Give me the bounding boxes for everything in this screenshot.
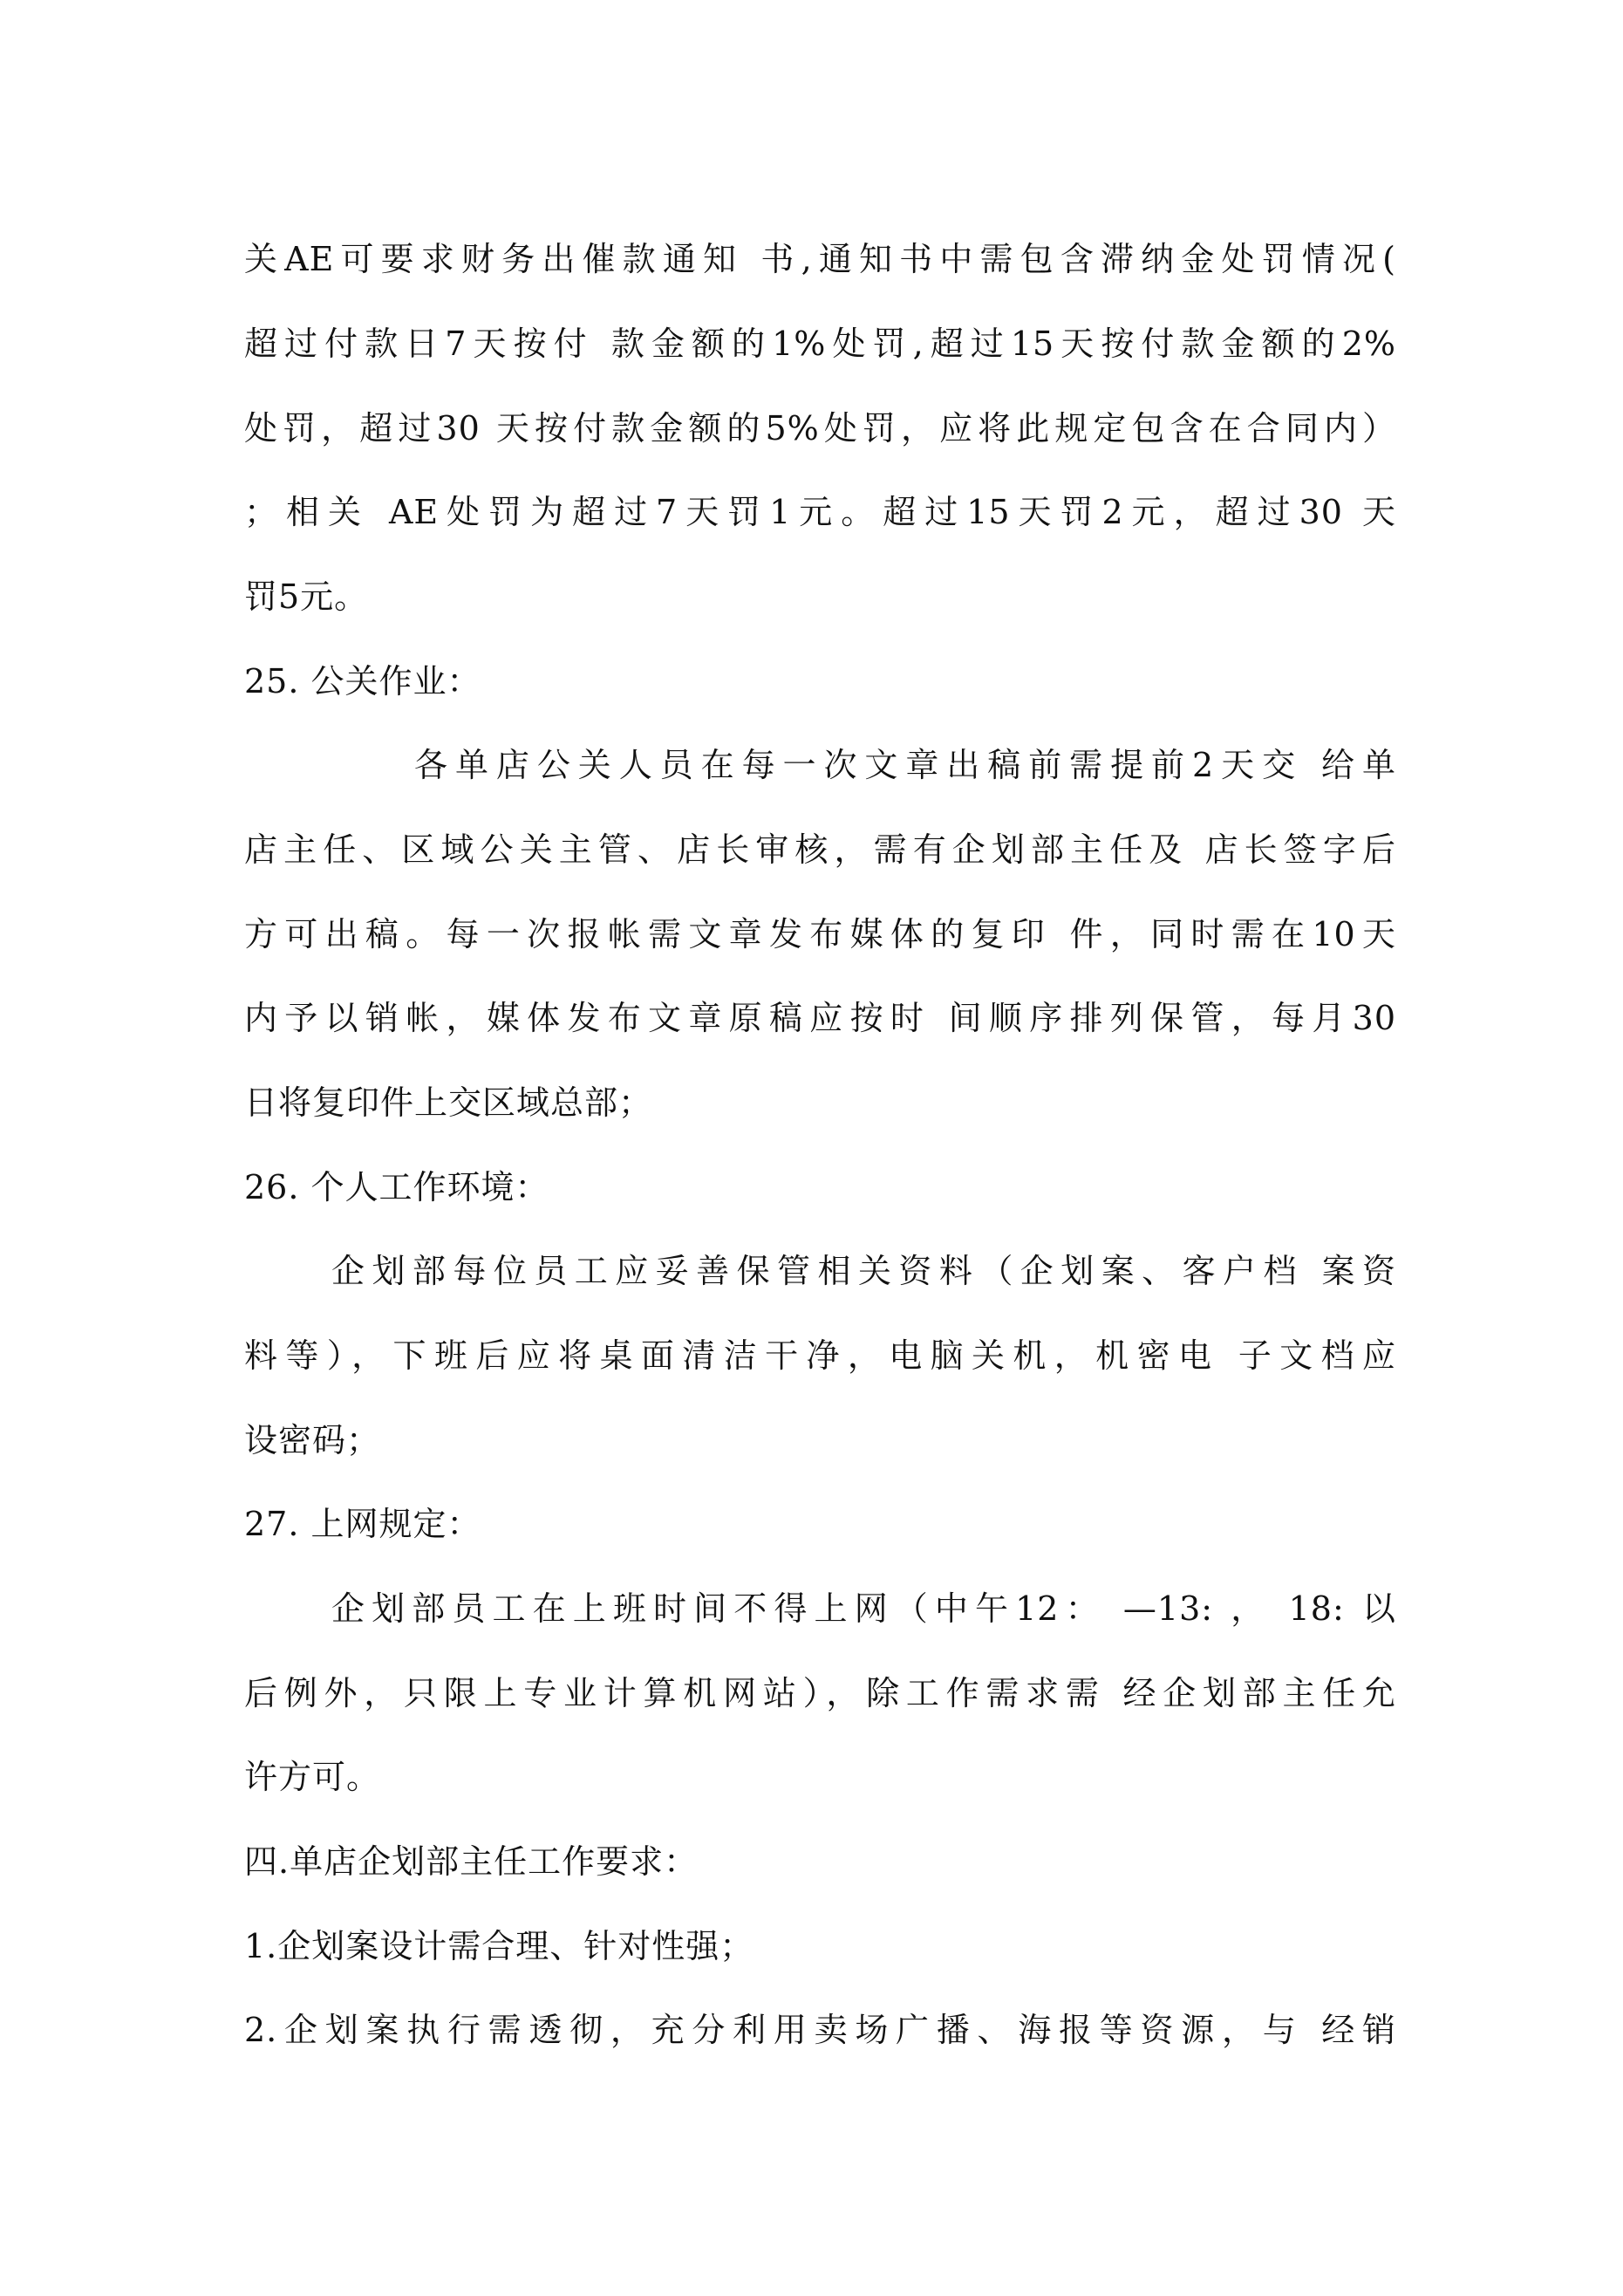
paragraph-line: 料等），下班后应将桌面清洁干净，电脑关机，机密电 子文档应 [244,1336,1396,1375]
list-item: 2.企划案执行需透彻，充分利用卖场广播、海报等资源，与 经销 [244,2011,1396,2049]
paragraph-line: 方可出稿。每一次报帐需文章发布媒体的复印 件，同时需在10天 [244,915,1396,953]
paragraph-line: 店主任、区域公关主管、店长审核，需有企划部主任及 店长签字后 [244,830,1396,869]
list-item: 1.企划案设计需合理、针对性强； [244,1927,754,1965]
paragraph-line: 关AE可要求财务出催款通知 书,通知书中需包含滞纳金处罚情况( [244,240,1396,278]
paragraph-line: 超过付款日7天按付 款金额的1%处罚,超过15天按付款金额的2% [244,325,1396,363]
paragraph-line: ；相关 AE处罚为超过7天罚1元。超过15天罚2元，超过30 天 [244,493,1396,531]
paragraph-line: 内予以销帐，媒体发布文章原稿应按时 间顺序排列保管，每月30 [244,999,1396,1037]
paragraph-line: 企划部每位员工应妥善保管相关资料（企划案、客户档 案资 [331,1252,1396,1290]
paragraph-line: 设密码； [244,1421,381,1459]
section-heading: 25. 公关作业： [244,662,481,700]
paragraph-line: 后例外，只限上专业计算机网站），除工作需求需 经企划部主任允 [244,1674,1396,1712]
paragraph-line: 许方可。 [244,1758,381,1796]
section-heading: 26. 个人工作环境： [244,1168,549,1206]
paragraph-line: 处罚，超过30 天按付款金额的5%处罚，应将此规定包含在合同内） [244,409,1396,448]
paragraph-line: 各单店公关人员在每一次文章出稿前需提前2天交 给单 [414,746,1396,784]
section-heading: 27. 上网规定： [244,1505,481,1543]
paragraph-line: 企划部员工在上班时间不得上网（中午12： —13: ， 18: 以 [331,1589,1396,1628]
paragraph-line: 日将复印件上交区域总部； [244,1083,653,1122]
paragraph-line: 罚5元。 [244,577,369,616]
section-heading: 四.单店企划部主任工作要求： [244,1842,699,1881]
